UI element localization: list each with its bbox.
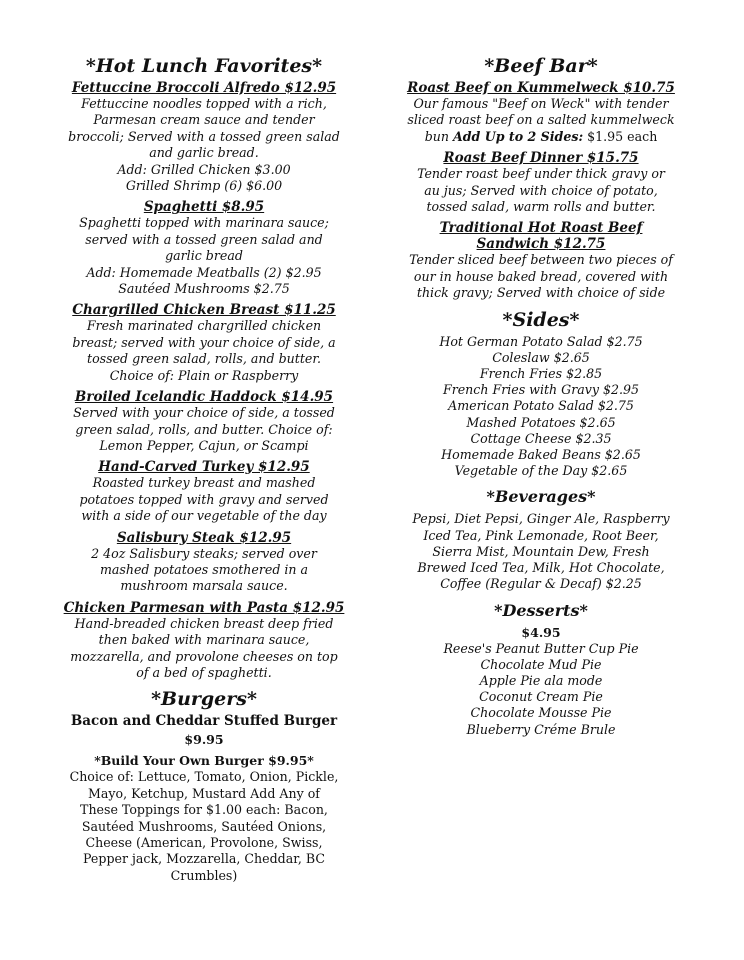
- desc-line: sliced roast beef on a salted kummelweck: [407, 112, 675, 128]
- desc-line: Roasted turkey breast and mashed: [92, 475, 316, 491]
- add-sides-price: $1.95 each: [583, 128, 658, 144]
- desc-line: Lemon Pepper, Cajun, or Scampi: [99, 437, 309, 453]
- desserts-price: $4.95: [521, 624, 561, 640]
- desc-line: 2 4oz Salisbury steaks; served over: [91, 545, 317, 561]
- menu-item-turkey: [28, 459, 380, 524]
- desserts-list: [402, 641, 680, 738]
- menu-item-bacon-burger: [28, 713, 380, 748]
- item-title: Chicken Parmesan with Pasta $12.95: [63, 599, 345, 616]
- menu-item-roast-beef-dinner: [402, 150, 680, 215]
- item-description: [28, 475, 380, 524]
- hot-lunch-heading: *Hot Lunch Favorites*: [85, 55, 323, 77]
- item-title: Roast Beef Dinner $15.75: [443, 150, 639, 167]
- desc-line: mozzarella, and provolone cheeses on top: [70, 648, 338, 664]
- item-description: [402, 252, 680, 301]
- desc-line: Hand-breaded chicken breast deep fried: [74, 615, 334, 631]
- list-item: Hot German Potato Salad $2.75: [439, 333, 643, 349]
- desc-line: then baked with marinara sauce,: [98, 632, 310, 648]
- menu-item-roast-beef-weck: [402, 80, 680, 145]
- sides-heading: *Sides*: [502, 308, 580, 331]
- list-item: Coleslaw $2.65: [492, 349, 590, 365]
- desc-line: Tender roast beef under thick gravy or: [417, 166, 665, 182]
- desc-line: Grilled Shrimp (6) $6.00: [125, 178, 283, 194]
- beef-bar-heading: *Beef Bar*: [484, 55, 598, 77]
- list-item: American Potato Salad $2.75: [448, 398, 634, 414]
- desc-line: of a bed of spaghetti.: [136, 664, 272, 680]
- list-item: Sierra Mist, Mountain Dew, Fresh: [432, 543, 650, 559]
- desc-line: au jus; Served with choice of potato,: [424, 182, 658, 198]
- list-item: Coffee (Regular & Decaf) $2.25: [440, 576, 642, 592]
- menu-item-spaghetti: [28, 199, 380, 297]
- item-description: [28, 405, 380, 454]
- beverages-list: [402, 511, 680, 592]
- list-item: Vegetable of the Day $2.65: [454, 463, 628, 479]
- item-description: [402, 96, 680, 145]
- desc-line: Add: Homemade Meatballs (2) $2.95: [86, 264, 322, 280]
- item-description: [28, 215, 380, 297]
- desc-line: Pepper jack, Mozzarella, Cheddar, BC: [83, 851, 325, 867]
- item-title: Spaghetti $8.95: [143, 199, 265, 216]
- add-sides-label: Add Up to 2 Sides:: [452, 128, 584, 144]
- desc-line: Sautéed Mushrooms, Sautéed Onions,: [81, 818, 327, 834]
- item-title: Bacon and Cheddar Stuffed Burger: [70, 713, 338, 730]
- item-title: Broiled Icelandic Haddock $14.95: [74, 389, 334, 406]
- left-column: [28, 50, 380, 884]
- list-item: Reese's Peanut Butter Cup Pie: [443, 640, 639, 656]
- list-item: Apple Pie ala mode: [479, 672, 603, 688]
- list-item: French Fries with Gravy $2.95: [442, 382, 640, 398]
- desc-line: Parmesan cream sauce and tender: [93, 112, 315, 128]
- list-item: Blueberry Créme Brule: [466, 721, 616, 737]
- desc-line: These Toppings for $1.00 each: Bacon,: [80, 802, 328, 818]
- desc-line: Mayo, Ketchup, Mustard Add Any of: [88, 785, 320, 801]
- item-description: [28, 96, 380, 194]
- desc-line: and garlic bread.: [149, 145, 259, 161]
- menu-item-salisbury: [28, 530, 380, 595]
- list-item: Brewed Iced Tea, Milk, Hot Chocolate,: [417, 560, 665, 576]
- desc-line: Add: Grilled Chicken $3.00: [117, 161, 291, 177]
- desc-line: Choice of: Plain or Raspberry: [109, 367, 299, 383]
- desc-line: mushroom marsala sauce.: [120, 578, 288, 594]
- item-title: Sandwich $12.75: [476, 236, 606, 253]
- item-title: Fettuccine Broccoli Alfredo $12.95: [71, 80, 337, 96]
- list-item: Chocolate Mud Pie: [480, 656, 602, 672]
- item-title: Traditional Hot Roast Beef: [439, 220, 643, 237]
- burgers-heading: *Burgers*: [151, 688, 257, 711]
- item-title: Salisbury Steak $12.95: [116, 529, 292, 546]
- list-item: Homemade Baked Beans $2.65: [441, 447, 641, 463]
- desc-line: our in house baked bread, covered with: [413, 268, 669, 284]
- desc-line: tossed green salad, rolls, and butter.: [87, 351, 321, 367]
- desc-line: thick gravy; Served with choice of side: [416, 285, 666, 301]
- item-title: Roast Beef on Kummelweck $10.75: [407, 80, 675, 96]
- desc-line: Sautéed Mushrooms $2.75: [118, 281, 290, 297]
- item-title: Hand-Carved Turkey $12.95: [98, 459, 310, 476]
- item-title: Chargrilled Chicken Breast $11.25: [72, 302, 336, 319]
- desc-line: with a side of our vegetable of the day: [81, 508, 327, 524]
- desc-line: Tender sliced beef between two pieces of: [409, 252, 673, 268]
- desc-line: potatoes topped with gravy and served: [79, 491, 329, 507]
- desserts-heading: *Desserts*: [494, 600, 588, 620]
- menu-item-alfredo: [28, 80, 380, 194]
- desc-line: Our famous "Beef on Weck" with tender: [413, 96, 669, 111]
- sides-list: [402, 334, 680, 480]
- desc-line: mashed potatoes smothered in a: [99, 561, 309, 577]
- desc-text: bun: [424, 128, 453, 144]
- item-description: [28, 318, 380, 384]
- item-description: [402, 166, 680, 215]
- item-description: [28, 769, 380, 884]
- desc-line: served with a tossed green salad and: [85, 231, 323, 247]
- right-column: [402, 50, 680, 738]
- menu-item-chargrilled-chicken: [28, 302, 380, 384]
- list-item: Chocolate Mousse Pie: [470, 705, 612, 721]
- desc-line: Fresh marinated chargrilled chicken: [86, 318, 322, 334]
- list-item: Iced Tea, Pink Lemonade, Root Beer,: [423, 527, 659, 543]
- desc-line: Cheese (American, Provolone, Swiss,: [85, 835, 323, 850]
- list-item: Pepsi, Diet Pepsi, Ginger Ale, Raspberry: [412, 511, 670, 527]
- list-item: Cottage Cheese $2.35: [470, 430, 612, 446]
- list-item: Coconut Cream Pie: [479, 689, 603, 705]
- desc-line: [402, 129, 680, 145]
- menu-item-build-your-own: [28, 753, 380, 884]
- desc-line: breast; served with your choice of side, a: [72, 334, 336, 350]
- desc-line: Fettuccine noodles topped with a rich,: [81, 96, 327, 111]
- item-title: *Build Your Own Burger $9.95*: [94, 753, 314, 769]
- list-item: Mashed Potatoes $2.65: [466, 414, 616, 430]
- item-description: [28, 616, 380, 682]
- desc-line: green salad, rolls, and butter. Choice of:: [75, 421, 333, 437]
- desc-line: Spaghetti topped with marinara sauce;: [79, 215, 329, 231]
- desc-line: broccoli; Served with a tossed green salad: [68, 128, 340, 144]
- desc-line: Served with your choice of side, a tossed: [73, 405, 335, 421]
- menu-item-haddock: [28, 389, 380, 454]
- list-item: French Fries $2.85: [479, 366, 603, 382]
- menu-item-chicken-parmesan: [28, 600, 380, 682]
- desc-line: Choice of: Lettuce, Tomato, Onion, Pickle,: [69, 769, 339, 785]
- item-price: $9.95: [184, 732, 224, 748]
- menu-item-hot-roast-beef: [402, 220, 680, 301]
- desc-line: garlic bread: [165, 248, 243, 264]
- desc-line: tossed salad, warm rolls and butter.: [426, 199, 656, 215]
- desc-line: Crumbles): [170, 867, 238, 883]
- item-description: [28, 546, 380, 595]
- beverages-heading: *Beverages*: [486, 487, 596, 507]
